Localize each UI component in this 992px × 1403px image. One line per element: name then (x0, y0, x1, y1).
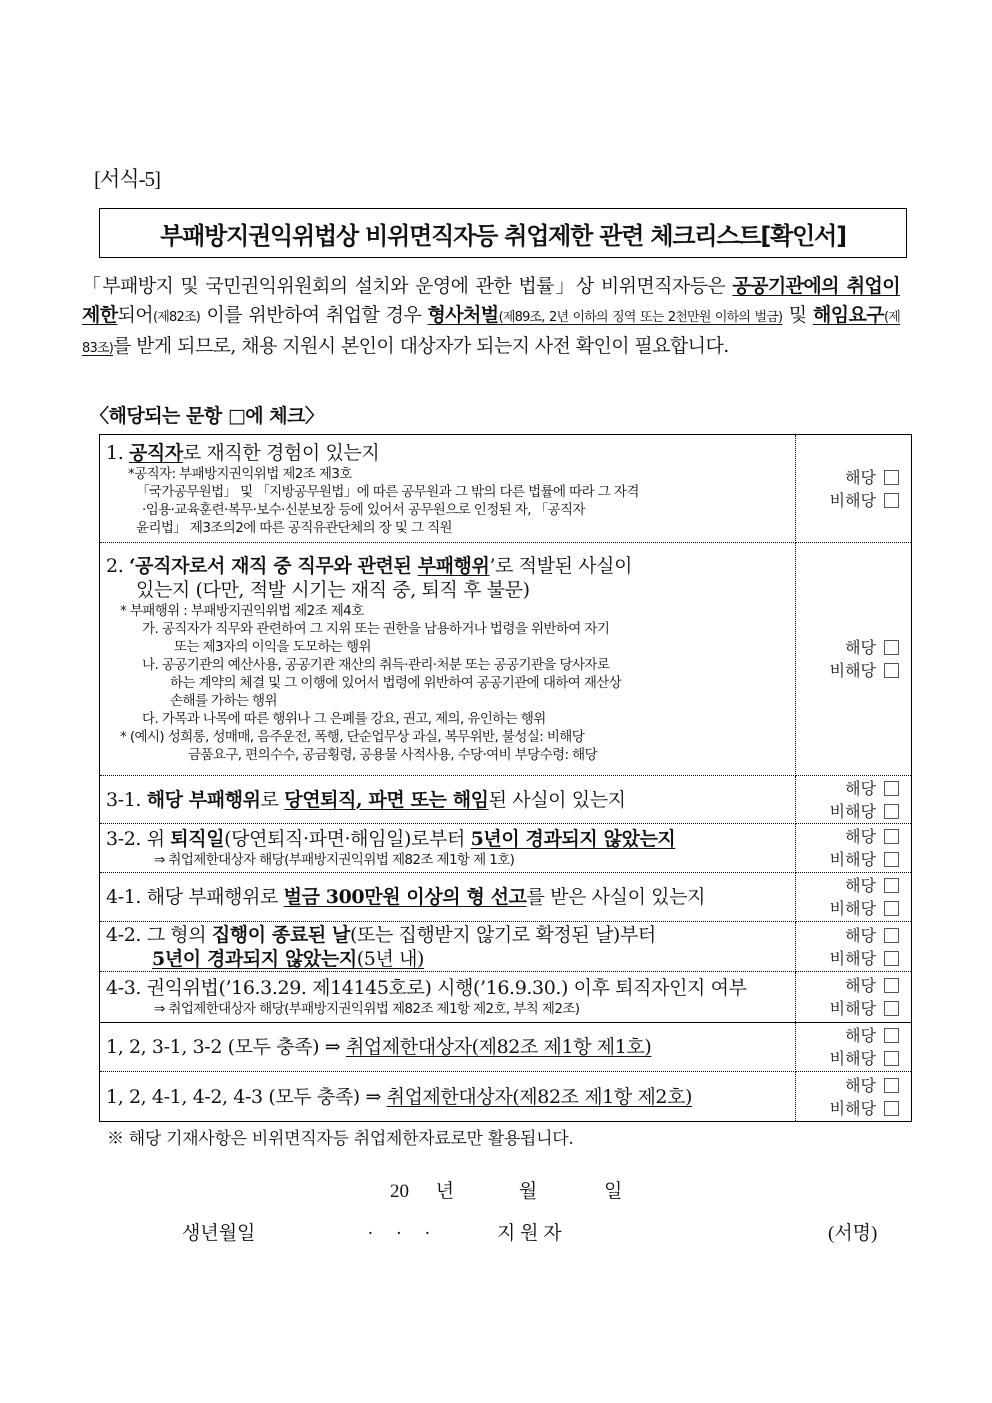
answer-cell-3-2 (796, 824, 912, 873)
checkbox-no[interactable] (884, 1001, 899, 1016)
answer-cell-4-3 (796, 972, 912, 1023)
summary-row-1: 1, 2, 3-1, 3-2 (모두 충족) ⇒ 취업제한대상자(제82조 제1항 제1호) 해당 비해당 (100, 1023, 912, 1072)
title-box (99, 208, 907, 258)
intro-paragraph: 「부패방지 및 국민권익위원회의 설치와 운영에 관한 법률」상 비위면직자등은 공공기관에의 취업이 제한되어(제82조) 이를 위반하여 취업할 경우 형사처벌(제89조, 2년 이하의 징역 또는 2천만원 이하의 벌금) 및 해임요구(제83조)를 받게 되므로, 채용 지원시 본인이 대상자가 되는지 사전 확인이 필요합니다. (82, 275, 901, 357)
option-yes-4-2[interactable]: 해당 (802, 924, 899, 947)
month-label: 월 (518, 1181, 538, 1202)
birth-date-field[interactable]: . . . (368, 1218, 430, 1239)
checklist-row-4-1: 4-1. 해당 부패행위로 벌금 300만원 이상의 형 선고를 받은 사실이 있는지 해당 비해당 (100, 873, 912, 922)
option-yes-4-3[interactable]: 해당 (802, 974, 899, 997)
checkbox-no[interactable] (884, 901, 899, 916)
footnote: ※ 해당 기재사항은 비위면직자등 취업제한자료로만 활용됩니다. (107, 1129, 574, 1149)
option-yes-2[interactable]: 해당 (802, 636, 899, 659)
year-label: 년 (435, 1181, 455, 1202)
checklist-row-4-2: 4-2. 그 형의 집행이 종료된 날(또는 집행받지 않기로 확정된 날)부터 5년이 경과되지 않았는지(5년 내) 해당 비해당 (100, 922, 912, 972)
option-no-summary-2[interactable]: 비해당 (802, 1097, 899, 1120)
check-instruction: 〈해당되는 문항 □에 체크〉 (90, 405, 324, 427)
checkbox-no[interactable] (884, 951, 899, 966)
option-yes-3-2[interactable]: 해당 (802, 825, 899, 848)
answer-cell-2 (796, 543, 912, 776)
checkbox-yes[interactable] (884, 928, 899, 943)
answer-cell-1 (796, 435, 912, 543)
answer-cell-3-1 (796, 776, 912, 824)
checklist-row-1: 1. 공직자로 재직한 경험이 있는지 *공직자: 부패방지권익위법 제2조 제3호 「국가공무원법」 및 「지방공무원법」에 따른 공무원과 그 밖의 다른 법률에 따라 그 자격 ·임용·교육훈련·복무·보수·신분보장 등에 있어서 공무원으로 인정된 자, 「공직자 윤리법」 제3조의2에 따른 공직유관단체의 장 및 그 직원 해당 비해당 (100, 435, 912, 543)
employment-restriction-emphasis: 공공기관에의 취업이 제한 (82, 275, 900, 326)
form-number: [서식-5] (94, 167, 161, 191)
answer-cell-summary-1 (796, 1023, 912, 1072)
option-no-1[interactable]: 비해당 (802, 489, 899, 512)
option-no-3-1[interactable]: 비해당 (802, 800, 899, 823)
answer-cell-4-2 (796, 922, 912, 972)
option-no-2[interactable]: 비해당 (802, 659, 899, 682)
checkbox-yes[interactable] (884, 878, 899, 893)
option-yes-summary-1[interactable]: 해당 (802, 1024, 899, 1047)
checkbox-no[interactable] (884, 1051, 899, 1066)
day-label: 일 (603, 1181, 623, 1202)
checkbox-no[interactable] (884, 663, 899, 678)
signature-field[interactable]: (서명) (828, 1223, 878, 1244)
checkbox-yes[interactable] (884, 470, 899, 485)
option-yes-3-1[interactable]: 해당 (802, 777, 899, 800)
option-no-4-1[interactable]: 비해당 (802, 897, 899, 920)
criminal-penalty-emphasis: 형사처벌 (427, 304, 499, 326)
checklist-row-3-1: 3-1. 해당 부패행위로 당연퇴직, 파면 또는 해임된 사실이 있는지 해당 비해당 (100, 776, 912, 824)
option-no-3-2[interactable]: 비해당 (802, 848, 899, 871)
option-no-summary-1[interactable]: 비해당 (802, 1047, 899, 1070)
answer-cell-4-1 (796, 873, 912, 922)
checklist-row-2: 2. ‘공직자로서 재직 중 직무와 관련된 부패행위’로 적발된 사실이 있는지 (다만, 적발 시기는 재직 중, 퇴직 후 불문) * 부패행위 : 부패방지권익위법 제2조 제4호 가. 공직자가 직무와 관련하여 그 지위 또는 권한을 남용하거나 법령을 위반하여 자기 또는 제3자의 이익을 도모하는 행위 나. 공공기관의 예산사용, 공공기관 재산의 취득·관리·처분 또는 공공기관을 당사자로 하는 계약의 체결 및 그 이행에 있어서 법령에 위반하여 공공기관에 대하여 재산상 손해를 가하는 행위 다. 가목과 나목에 따른 행위나 그 은폐를 강요, 권고, 제의, 유인하는 행위 * (예시) 성희롱, 성매매, 음주운전, 폭행, 단순업무상 과실, 복무위반, 불성실: 비해당 금품요구, 편의수수, 공금횡령, 공용물 사적사용, 수당·여비 부당수령: 해당 해당 비해당 (100, 543, 912, 776)
option-yes-summary-2[interactable]: 해당 (802, 1074, 899, 1097)
checkbox-no[interactable] (884, 1101, 899, 1116)
answer-cell-summary-2 (796, 1072, 912, 1122)
checkbox-yes[interactable] (884, 978, 899, 993)
checkbox-yes[interactable] (884, 781, 899, 796)
checklist-row-4-3: 4-3. 권익위법(’16.3.29. 제14145호로) 시행(’16.9.30.) 이후 퇴직자인지 여부 ⇒ 취업제한대상자 해당(부패방지권익위법 제82조 제1항 제2호, 부칙 제2조) 해당 비해당 (100, 972, 912, 1023)
option-no-4-3[interactable]: 비해당 (802, 997, 899, 1020)
option-yes-4-1[interactable]: 해당 (802, 874, 899, 897)
date-line (390, 1176, 622, 1203)
option-no-4-2[interactable]: 비해당 (802, 947, 899, 970)
summary-row-2: 1, 2, 4-1, 4-2, 4-3 (모두 충족) ⇒ 취업제한대상자(제82조 제1항 제2호) 해당 비해당 (100, 1072, 912, 1122)
checklist-table (99, 434, 912, 1122)
page-title: 부패방지권익위법상 비위면직자등 취업제한 관련 체크리스트[확인서] (160, 221, 846, 250)
checkbox-yes[interactable] (884, 640, 899, 655)
checkbox-no[interactable] (884, 804, 899, 819)
checkbox-no[interactable] (884, 852, 899, 867)
option-yes-1[interactable]: 해당 (802, 466, 899, 489)
year-prefix[interactable]: 20 (390, 1181, 409, 1202)
checkbox-yes[interactable] (884, 829, 899, 844)
dismissal-request-emphasis: 해임요구 (812, 304, 884, 326)
birth-date-label: 생년월일 (182, 1223, 256, 1244)
checklist-row-3-2: 3-2. 위 퇴직일(당연퇴직·파면·해임일)로부터 5년이 경과되지 않았는지 ⇒ 취업제한대상자 해당(부패방지권익위법 제82조 제1항 제 1호) 해당 비해당 (100, 824, 912, 873)
checkbox-no[interactable] (884, 493, 899, 508)
checkbox-yes[interactable] (884, 1028, 899, 1043)
applicant-label: 지 원 자 (497, 1223, 562, 1244)
checkbox-yes[interactable] (884, 1078, 899, 1093)
